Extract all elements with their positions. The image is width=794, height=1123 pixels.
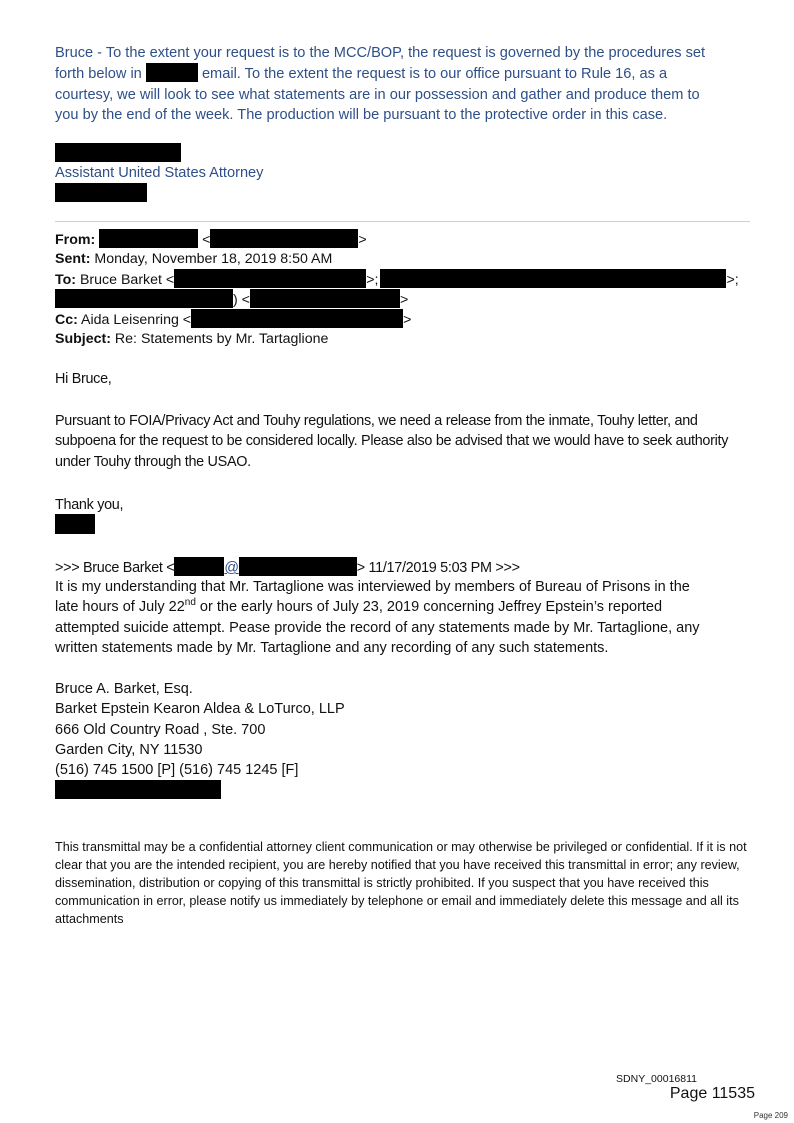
redaction-bar: [191, 309, 403, 328]
email-link[interactable]: @: [224, 560, 239, 576]
quoted-line-1: It is my understanding that Mr. Tartaglione was interviewed by members of Bureau of Prisons in the: [55, 579, 690, 595]
cc-line: Cc: Aida Leisenring < >: [55, 309, 411, 330]
subject-line: Subject: Re: Statements by Mr. Tartaglione: [55, 331, 329, 347]
sender-address-2: Garden City, NY 11530: [55, 741, 203, 758]
greeting: Hi Bruce,: [55, 371, 112, 387]
reply-paragraph: [55, 43, 745, 125]
small-page-number: Page 209: [753, 1111, 788, 1120]
redaction-bar: [380, 269, 726, 288]
redaction-bar: [210, 229, 358, 248]
redaction-bar: [174, 557, 224, 576]
quoted-header: >>> Bruce Barket < @ > 11/17/2019 5:03 PM >>>: [55, 557, 755, 578]
redaction-bar: [146, 63, 198, 82]
quoted-line-4: written statements made by Mr. Tartaglione and any recording of any such statements.: [55, 639, 609, 656]
bates-number: SDNY_00016811: [616, 1073, 697, 1085]
sender-block: [55, 679, 755, 780]
redaction-bar: [250, 289, 400, 308]
redaction-bar: [55, 289, 233, 308]
from-line: From: < >: [55, 229, 367, 250]
sender-phone: (516) 745 1500 [P] (516) 745 1245 [F]: [55, 762, 299, 779]
redaction-bar: [239, 557, 357, 576]
quoted-body: [55, 577, 755, 658]
quoted-line-2: late hours of July 22nd or the early hours of July 23, 2019 concerning Jeffrey Epstein’s reported: [55, 597, 663, 616]
reply-line-4: you by the end of the week. The production will be pursuant to the protective order in this case.: [55, 106, 668, 123]
message-paragraph: Pursuant to FOIA/Privacy Act and Touhy regulations, we need a release from the inmate, Touhy letter, and subpoena for the request to be considered locally. Please also be advised that we would have to seek authority under Touhy through the USAO.: [55, 413, 729, 470]
redaction-bar: [99, 229, 198, 248]
sender-firm: Barket Epstein Kearon Aldea & LoTurco, LLP: [55, 701, 345, 718]
reply-line-3: courtesy, we will look to see what statements are in our possession and gather and produce them to: [55, 86, 700, 103]
redaction-bar: [55, 143, 181, 162]
reply-line-1: Bruce - To the extent your request is to the MCC/BOP, the request is governed by the procedures set: [55, 45, 706, 61]
redaction-bar: [55, 183, 147, 202]
to-line-continued: ) < >: [55, 289, 408, 310]
reply-line-2: forth below in email. To the extent the request is to our office pursuant to Rule 16, as a: [55, 63, 745, 84]
disclaimer: This transmittal may be a confidential attorney client communication or may otherwise be privileged or confidential. If it is not clear that you are the intended recipient, you are hereby notified that you have received this transmittal in error; any review, dissemination, distribution or copying of this transmittal is strictly prohibited. If you suspect that you have received this communication in error, please notify us immediately by telephone or email and immediately delete this message and all its attachments: [55, 840, 747, 927]
quoted-line-3: attempted suicide attempt. Pease provide the record of any statements made by Mr. Tartaglione, any: [55, 619, 700, 636]
closing: Thank you,: [55, 497, 124, 513]
signature-title: Assistant United States Attorney: [55, 165, 264, 181]
page-number: Page 11535: [669, 1085, 755, 1102]
separator-line: [55, 221, 750, 222]
sender-address-1: 666 Old Country Road , Ste. 700: [55, 721, 266, 738]
to-line: To: Bruce Barket < >; >;: [55, 269, 739, 290]
sent-line: Sent: Monday, November 18, 2019 8:50 AM: [55, 251, 333, 267]
sender-name: Bruce A. Barket, Esq.: [55, 681, 193, 697]
redaction-bar: [55, 780, 221, 799]
redaction-bar: [55, 514, 95, 534]
redaction-bar: [174, 269, 366, 288]
